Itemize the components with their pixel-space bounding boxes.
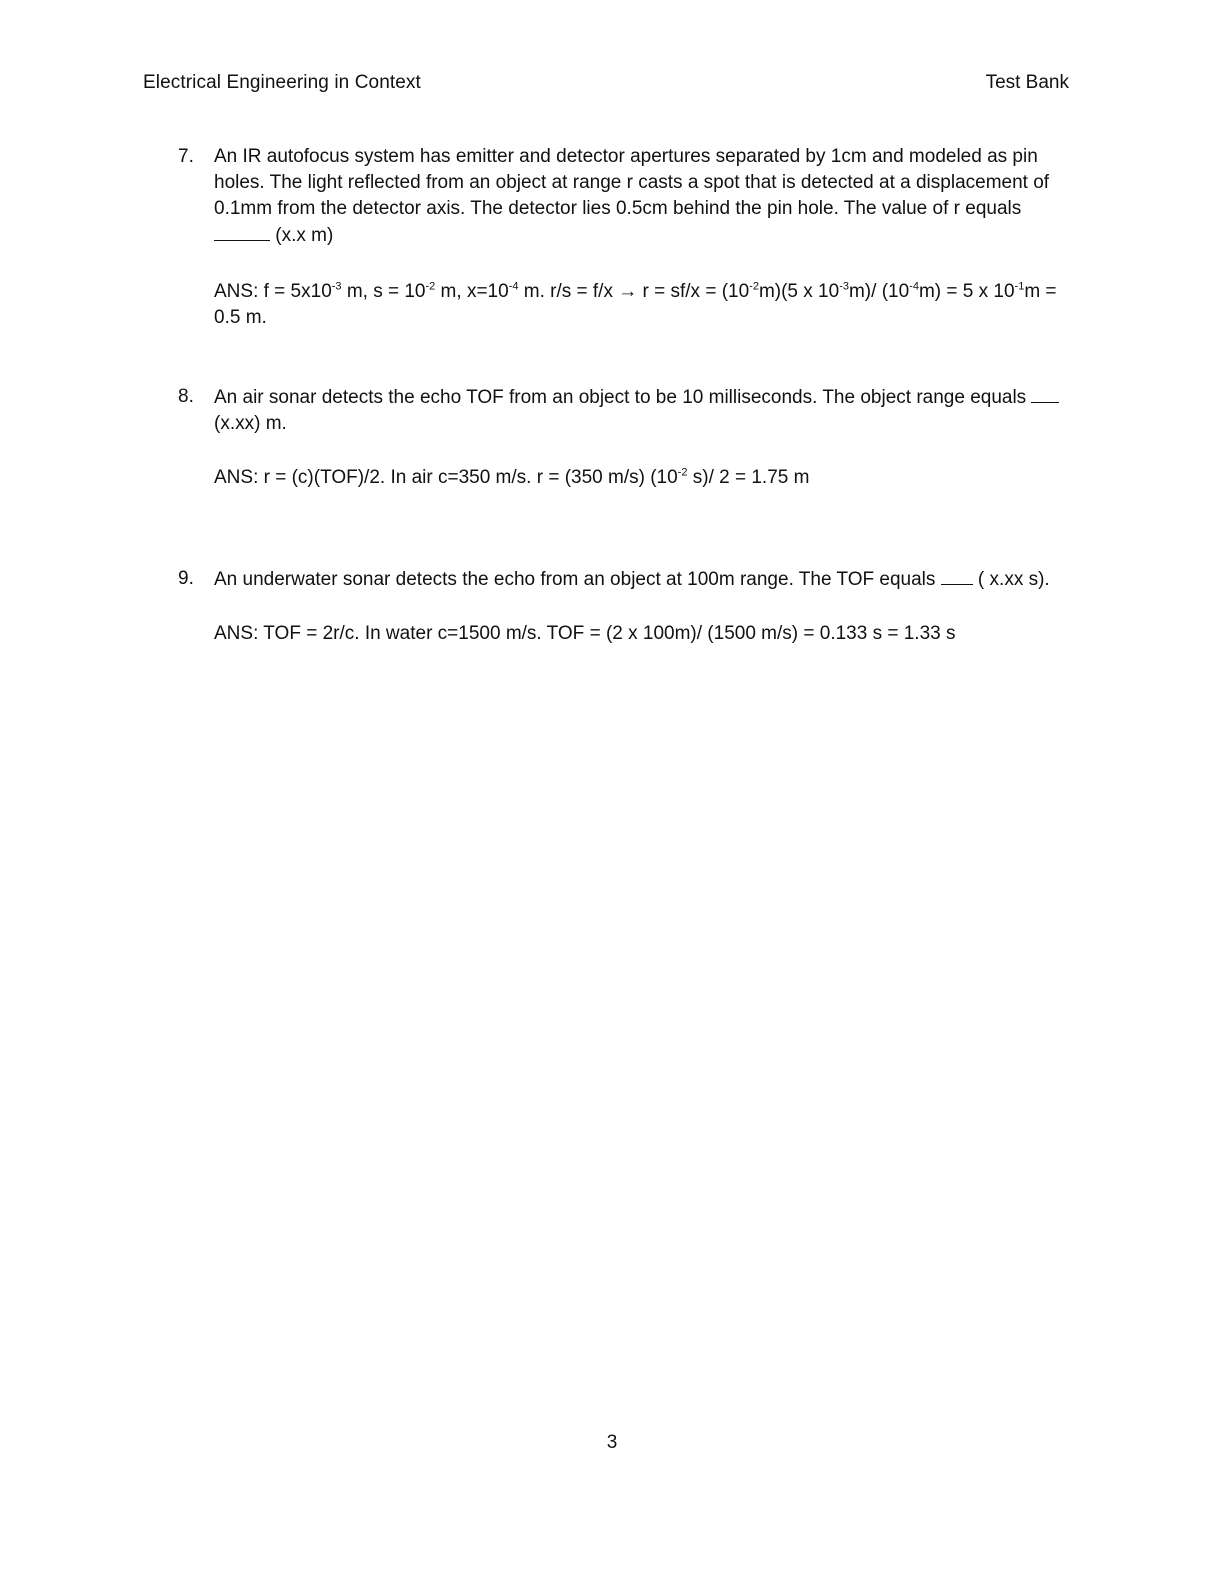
header-label: Test Bank — [985, 72, 1069, 93]
answer-part: m, x=10 — [435, 281, 509, 302]
answer-part: m, s = 10 — [341, 281, 426, 302]
question-text — [214, 566, 1072, 593]
answer-blank — [1031, 384, 1059, 403]
exponent: -4 — [909, 280, 919, 293]
exponent: -2 — [677, 466, 688, 479]
page-number: 3 — [606, 1432, 618, 1453]
exponent: -2 — [425, 280, 436, 293]
answer-part: m)(5 x 10 — [758, 281, 840, 302]
question-text-part: (x.xx) m. — [214, 413, 287, 434]
question-9 — [178, 566, 1078, 647]
answer-part: m = 0.5 m. — [214, 281, 1057, 328]
answer-part: s)/ 2 = 1.75 m — [687, 467, 810, 488]
question-text-part: An underwater sonar detects the echo from an object at 100m range. The TOF equals — [214, 569, 941, 590]
arrow-icon: → — [618, 281, 638, 302]
answer-text — [214, 279, 1072, 331]
question-7 — [178, 144, 1078, 331]
header-title: Electrical Engineering in Context — [143, 72, 421, 93]
exponent: -3 — [331, 280, 342, 293]
exponent: -1 — [1014, 280, 1025, 293]
answer-part: ANS: TOF = 2r/c. In water c=1500 m/s. TOF = (2 x 100m)/ (1500 m/s) = 0.133 s = 1.33 s — [214, 623, 956, 644]
answer-blank — [214, 222, 270, 241]
question-text — [214, 144, 1072, 249]
exponent: -4 — [508, 280, 519, 293]
answer-text — [214, 465, 1072, 491]
question-8 — [178, 384, 1078, 491]
answer-text — [214, 621, 1072, 647]
answer-part: m)/ (10 — [848, 281, 910, 302]
answer-part: ANS: r = (c)(TOF)/2. In air c=350 m/s. r = (350 m/s) (10 — [214, 467, 678, 488]
question-text-part: (x.x m) — [270, 225, 334, 246]
question-text-part: An air sonar detects the echo TOF from an object to be 10 milliseconds. The object range equals — [214, 387, 1027, 408]
question-text — [214, 384, 1072, 437]
exponent: -2 — [749, 280, 759, 293]
answer-part: r = sf/x = (10 — [637, 281, 750, 302]
question-text-part: An IR autofocus system has emitter and detector apertures separated by 1cm and modeled as pin holes. The light reflected from an object at range r casts a spot that is detected at a displacement of 0.1mm from the detector axis. The detector lies 0.5cm behind the pin hole. The value of r equals — [214, 146, 1050, 219]
question-number: 7. — [178, 146, 194, 167]
answer-part: m) = 5 x 10 — [918, 281, 1015, 302]
question-text-part: ( x.xx s). — [972, 569, 1050, 590]
answer-part: m. r/s = f/x — [518, 281, 619, 302]
answer-blank — [941, 566, 973, 585]
answer-part: ANS: f = 5x10 — [214, 281, 332, 302]
question-number: 8. — [178, 386, 194, 407]
question-number: 9. — [178, 568, 194, 589]
exponent: -3 — [839, 280, 849, 293]
